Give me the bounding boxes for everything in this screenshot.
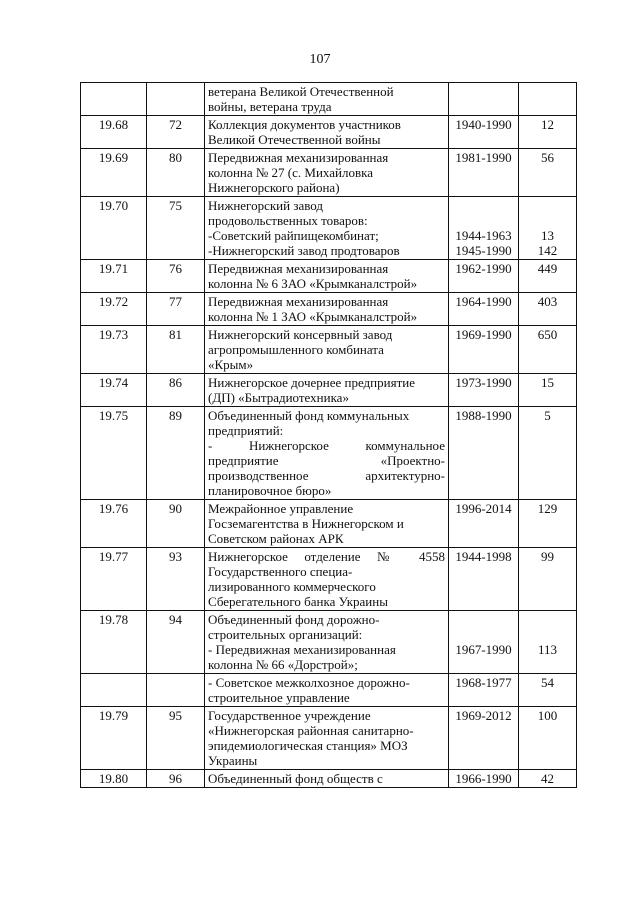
fund-name-cell [205,374,449,407]
date-range [452,627,515,642]
item-number-cell: 19.78 [81,611,147,674]
fund-number-cell: 96 [147,770,205,788]
fund-name-line: колонна № 1 ЗАО «Крымканалстрой» [208,309,418,324]
file-count: 56 [541,150,554,165]
fund-name-cell [205,407,449,500]
fund-name-line: колонна № 6 ЗАО «Крымканалстрой» [208,276,418,291]
fund-number-cell: 77 [147,293,205,326]
fund-name-cell [205,326,449,374]
fund-number-cell: 75 [147,197,205,260]
file-count [522,612,573,627]
item-number-cell [81,83,147,116]
fund-name-line: Передвижная механизированная [208,294,389,309]
date-range: 1973-1990 [455,375,512,390]
fund-name-line: - Советское межколхозное дорожно- [208,675,410,690]
fund-name-cell [205,674,449,707]
fund-name-line: ветерана Великой Отечественной [208,84,394,99]
fund-name-line: Государственное учреждение [208,708,371,723]
file-count: 13 [541,228,554,243]
item-number-cell: 19.74 [81,374,147,407]
file-count [522,627,573,642]
item-number-cell: 19.76 [81,500,147,548]
fund-name-line: Передвижная механизированная [208,261,389,276]
fund-name-cell [205,260,449,293]
file-count-cell [519,83,577,116]
date-range-cell [449,197,519,260]
fund-name-line: производственное архитектурно- [208,468,445,483]
fund-name-line: агропромышленного комбината [208,342,384,357]
item-number-cell: 19.69 [81,149,147,197]
fund-name-line: Межрайонное управление [208,501,354,516]
fund-name-line: Госземагентства в Нижнегорском и [208,516,404,531]
date-range [452,612,515,627]
fund-name-line: Объединенный фонд обществ с [208,771,383,786]
date-range: 1945-1990 [455,243,512,258]
fund-name-line: колонна № 27 (с. Михайловка [208,165,373,180]
file-count-cell [519,293,577,326]
item-number-cell: 19.75 [81,407,147,500]
fund-name-cell [205,707,449,770]
fund-list-table [80,82,577,788]
file-count-cell [519,260,577,293]
date-range-cell [449,707,519,770]
table-row [81,197,577,260]
file-count: 129 [537,501,558,516]
date-range-cell [449,407,519,500]
date-range-cell [449,149,519,197]
fund-name-line: предприятий: [208,423,284,438]
file-count-cell [519,407,577,500]
fund-number-cell: 86 [147,374,205,407]
date-range [452,213,515,228]
fund-name-line: -Нижнегорский завод продтоваров [208,243,400,258]
item-number-cell: 19.73 [81,326,147,374]
fund-name-line: - Передвижная механизированная [208,642,396,657]
date-range: 1969-2012 [455,708,512,723]
fund-name-line: Нижнегорского района) [208,180,340,195]
date-range: 1966-1990 [455,771,512,786]
date-range-cell [449,374,519,407]
date-range-cell [449,116,519,149]
fund-name-line: Нижнегорский консервный завод [208,327,393,342]
file-count-cell [519,326,577,374]
file-count: 54 [541,675,554,690]
file-count: 15 [541,375,554,390]
fund-name-line: Нижнегорское отделение № 4558 [208,549,445,564]
fund-name-line: предприятие «Проектно- [208,453,445,468]
date-range: 1968-1977 [455,675,512,690]
table-row [81,548,577,611]
fund-name-line: лизированного коммерческого [208,579,376,594]
file-count-cell [519,500,577,548]
fund-number-cell: 72 [147,116,205,149]
fund-number-cell [147,674,205,707]
file-count: 12 [541,117,554,132]
fund-name-line: Коллекция документов участников [208,117,401,132]
fund-name-line: войны, ветерана труда [208,99,332,114]
file-count: 100 [537,708,558,723]
fund-name-line: Украины [208,753,258,768]
fund-number-cell: 81 [147,326,205,374]
table-row [81,674,577,707]
fund-name-cell [205,197,449,260]
date-range: 1940-1990 [455,117,512,132]
fund-name-line: планировочное бюро» [208,483,332,498]
fund-number-cell: 80 [147,149,205,197]
file-count: 99 [541,549,554,564]
date-range-cell [449,500,519,548]
fund-name-line: - Нижнегорское коммунальное [208,438,445,453]
fund-name-cell [205,149,449,197]
fund-name-cell [205,293,449,326]
fund-name-line: колонна № 66 «Дорстрой»; [208,657,358,672]
fund-name-line: Нижнегорское дочернее предприятие [208,375,415,390]
date-range: 1969-1990 [455,327,512,342]
file-count: 42 [541,771,554,786]
fund-name-cell [205,611,449,674]
fund-name-cell [205,500,449,548]
table-row [81,407,577,500]
table-row [81,326,577,374]
fund-name-line: Сберегательного банка Украины [208,594,388,609]
item-number-cell: 19.68 [81,116,147,149]
date-range [452,198,515,213]
item-number-cell: 19.72 [81,293,147,326]
table-row [81,293,577,326]
file-count-cell [519,149,577,197]
date-range: 1962-1990 [455,261,512,276]
item-number-cell: 19.79 [81,707,147,770]
table-row [81,707,577,770]
fund-name-line: Великой Отечественной войны [208,132,381,147]
fund-name-line: «Нижнегорская районная санитарно- [208,723,414,738]
file-count: 403 [537,294,558,309]
date-range-cell [449,770,519,788]
table-row [81,500,577,548]
item-number-cell [81,674,147,707]
table-row [81,83,577,116]
fund-name-cell [205,548,449,611]
date-range: 1964-1990 [455,294,512,309]
fund-name-cell [205,116,449,149]
date-range: 1967-1990 [455,642,512,657]
file-count-cell [519,548,577,611]
fund-number-cell: 94 [147,611,205,674]
page-number: 107 [309,52,331,67]
fund-name-line: строительное управление [208,690,350,705]
table-row [81,770,577,788]
date-range-cell [449,326,519,374]
file-count: 449 [537,261,558,276]
fund-name-line: Нижнегорский завод [208,198,324,213]
fund-name-line: Объединенный фонд дорожно- [208,612,380,627]
fund-name-line: (ДП) «Бытрадиотехника» [208,390,349,405]
table-row [81,374,577,407]
fund-number-cell: 89 [147,407,205,500]
fund-name-cell [205,83,449,116]
file-count: 142 [537,243,558,258]
file-count-cell [519,116,577,149]
date-range-cell [449,611,519,674]
table-row [81,260,577,293]
fund-name-line: строительных организаций: [208,627,363,642]
file-count-cell [519,674,577,707]
table-row [81,611,577,674]
fund-name-line: Советском районах АРК [208,531,344,546]
file-count [522,198,573,213]
date-range: 1944-1963 [455,228,512,243]
fund-name-cell [205,770,449,788]
file-count-cell [519,770,577,788]
date-range: 1988-1990 [455,408,512,423]
date-range-cell [449,83,519,116]
date-range: 1981-1990 [455,150,512,165]
date-range: 1996-2014 [455,501,512,516]
fund-name-line: -Советский райпищекомбинат; [208,228,379,243]
date-range-cell [449,260,519,293]
date-range: 1944-1998 [455,549,512,564]
item-number-cell: 19.80 [81,770,147,788]
file-count [522,213,573,228]
table-row [81,116,577,149]
item-number-cell: 19.77 [81,548,147,611]
file-count: 650 [537,327,558,342]
fund-number-cell: 95 [147,707,205,770]
file-count-cell [519,611,577,674]
fund-name-line: «Крым» [208,357,254,372]
fund-number-cell: 90 [147,500,205,548]
fund-name-line: эпидемиологическая станция» МОЗ [208,738,408,753]
file-count: 5 [544,408,551,423]
fund-name-line: Передвижная механизированная [208,150,389,165]
file-count: 113 [537,642,558,657]
fund-name-line: продовольственных товаров: [208,213,368,228]
file-count-cell [519,707,577,770]
file-count-cell [519,374,577,407]
fund-name-line: Объединенный фонд коммунальных [208,408,410,423]
date-range-cell [449,293,519,326]
item-number-cell: 19.71 [81,260,147,293]
date-range-cell [449,674,519,707]
item-number-cell: 19.70 [81,197,147,260]
date-range-cell [449,548,519,611]
file-count-cell [519,197,577,260]
fund-number-cell: 76 [147,260,205,293]
table-row [81,149,577,197]
fund-number-cell [147,83,205,116]
fund-number-cell: 93 [147,548,205,611]
fund-name-line: Государственного специа- [208,564,353,579]
